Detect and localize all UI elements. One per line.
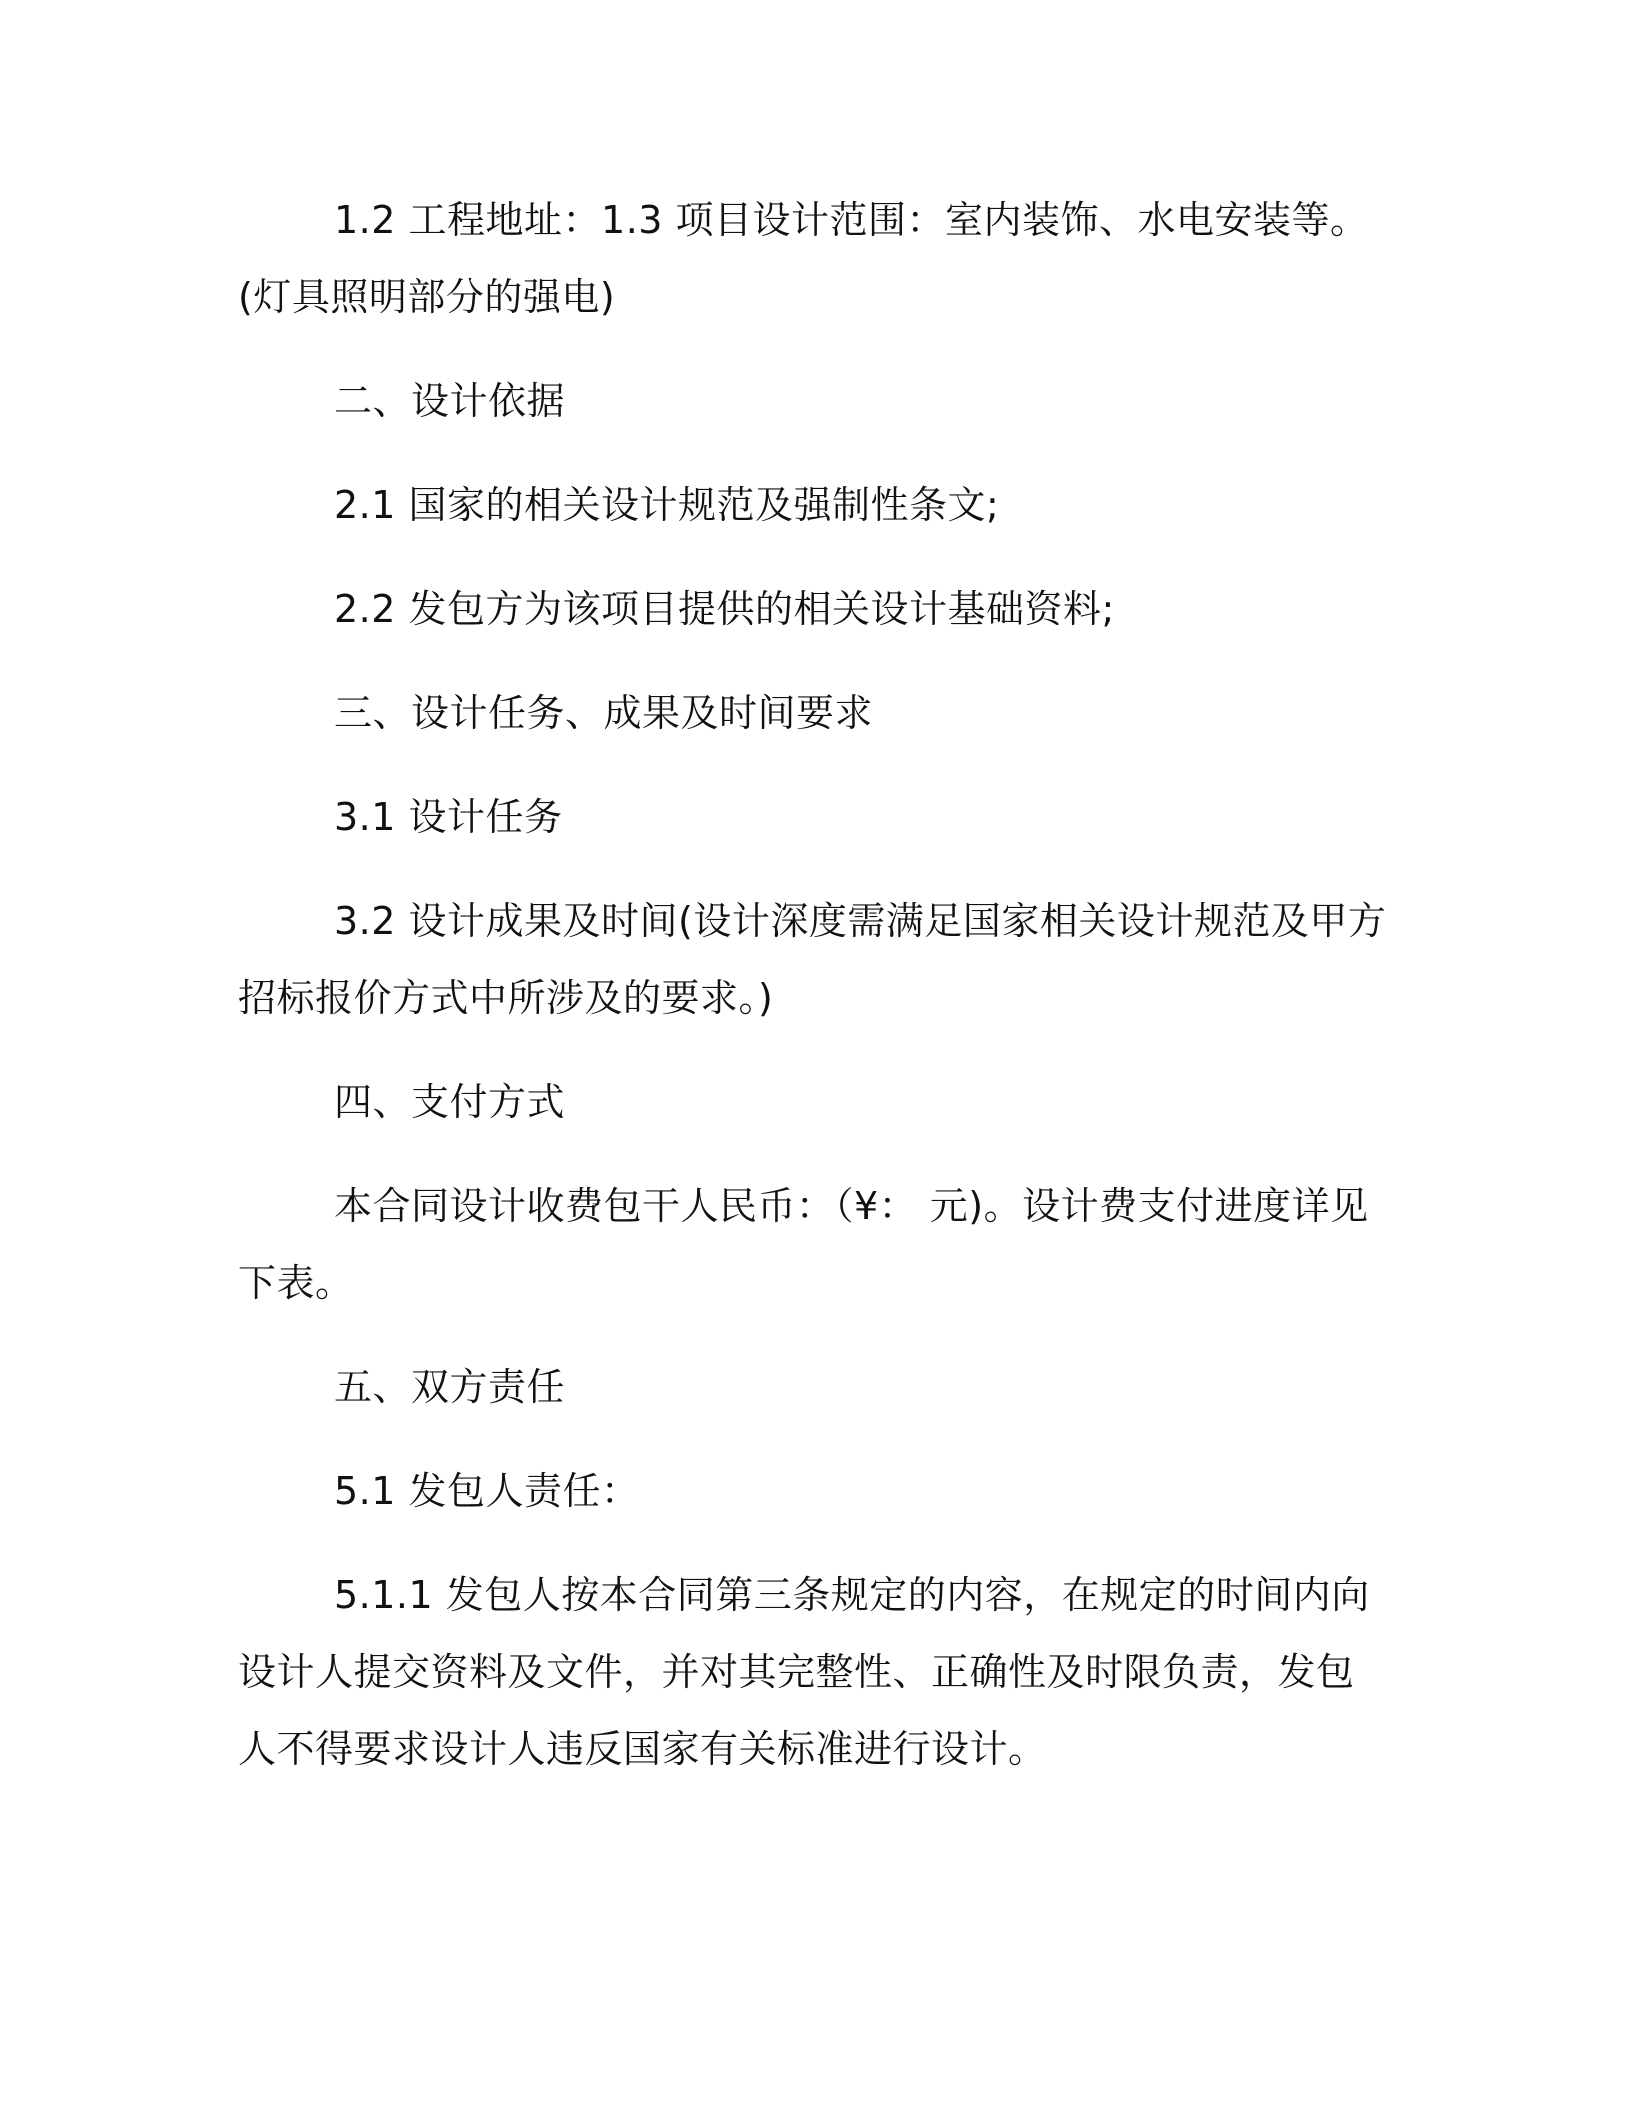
paragraph-3-2: 3.2 设计成果及时间(设计深度需满足国家相关设计规范及甲方招标报价方式中所涉及的要求。) — [238, 899, 1387, 1020]
paragraph-design-fee: 本合同设计收费包干人民币：（¥： 元)。设计费支付进度详见下表。 — [238, 1184, 1369, 1305]
heading-design-tasks: 三、设计任务、成果及时间要求 — [334, 691, 874, 735]
heading-payment-method: 四、支付方式 — [334, 1080, 566, 1124]
heading-design-basis: 二、设计依据 — [334, 379, 566, 423]
paragraph-2-2: 2.2 发包方为该项目提供的相关设计基础资料; — [334, 587, 1115, 631]
paragraph-3-1: 3.1 设计任务 — [334, 795, 563, 839]
paragraph-5-1-1: 5.1.1 发包人按本合同第三条规定的内容，在规定的时间内向设计人提交资料及文件，并对其完整性、正确性及时限负责，发包人不得要求设计人违反国家有关标准进行设计。 — [238, 1573, 1370, 1771]
paragraph-project-address-scope: 1.2 工程地址：1.3 项目设计范围：室内装饰、水电安装等。(灯具照明部分的强电) — [238, 198, 1369, 319]
paragraph-5-1: 5.1 发包人责任： — [334, 1469, 640, 1513]
paragraph-2-1: 2.1 国家的相关设计规范及强制性条文; — [334, 483, 1000, 527]
heading-responsibilities: 五、双方责任 — [334, 1365, 566, 1409]
document-body — [238, 182, 1388, 1788]
